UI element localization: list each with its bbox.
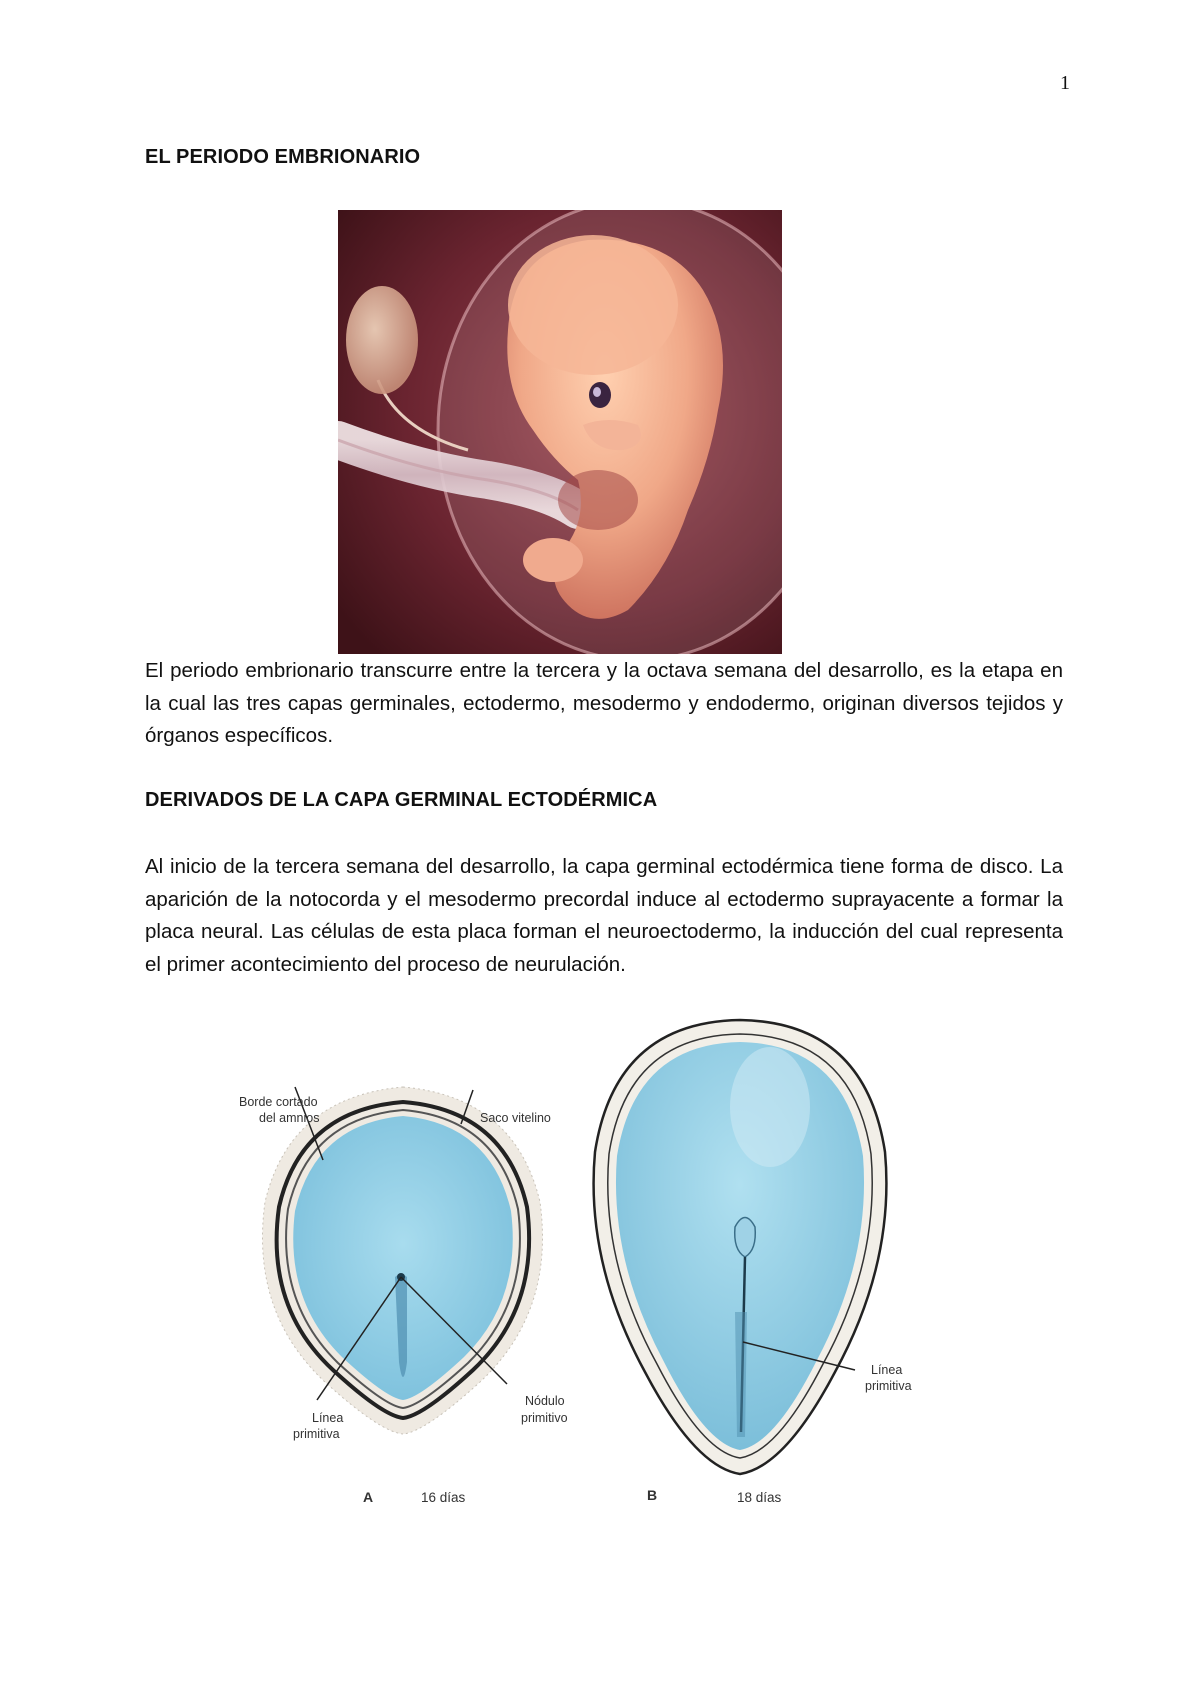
section-title-embryonic-period: EL PERIODO EMBRIONARIO: [145, 146, 421, 168]
page-number: 1: [1060, 72, 1070, 94]
panel-b: [594, 1020, 912, 1505]
section-title-ectoderm-derivatives: DERIVADOS DE LA CAPA GERMINAL ECTODÉRMICA: [145, 789, 658, 811]
label-streak-a-1: Línea: [312, 1411, 344, 1425]
paragraph-embryonic-period: El periodo embrionario transcurre entre la tercera y la octava semana del desarrollo, es la etapa en la cual las tres capas germinales, ectodermo, mesodermo y endodermo, originan diversos tejidos y órganos específicos.: [145, 659, 1063, 747]
label-amnion-1: Borde cortado: [239, 1095, 318, 1109]
label-streak-b-2: primitiva: [865, 1379, 912, 1393]
embryo-illustration: [338, 210, 782, 654]
label-node-1: Nódulo: [525, 1394, 565, 1408]
panel-b-age: 18 días: [737, 1490, 782, 1505]
panel-b-letter: B: [647, 1487, 658, 1503]
paragraph-ectoderm-derivatives: Al inicio de la tercera semana del desarrollo, la capa germinal ectodérmica tiene forma de disco. La aparición de la notocorda y el mesodermo precordal induce al ectodermo suprayacente a formar la placa neural. Las células de esta placa forman el neuroectodermo, la inducción del cual representa el primer acontecimiento del proceso de neurulación.: [145, 855, 1063, 976]
panel-a-age: 16 días: [421, 1490, 466, 1505]
label-node-2: primitivo: [521, 1411, 568, 1425]
embryo-photo: [338, 210, 782, 654]
panel-a-letter: A: [363, 1489, 374, 1505]
panel-a: [239, 1087, 568, 1505]
embryonic-disc-figure: [225, 1012, 945, 1532]
label-streak-b-1: Línea: [871, 1363, 903, 1377]
label-yolk-sac: Saco vitelino: [480, 1111, 551, 1125]
embryonic-disc-diagram: [225, 1012, 945, 1532]
label-amnion-2: del amnios: [259, 1111, 320, 1125]
label-streak-a-2: primitiva: [293, 1427, 340, 1441]
